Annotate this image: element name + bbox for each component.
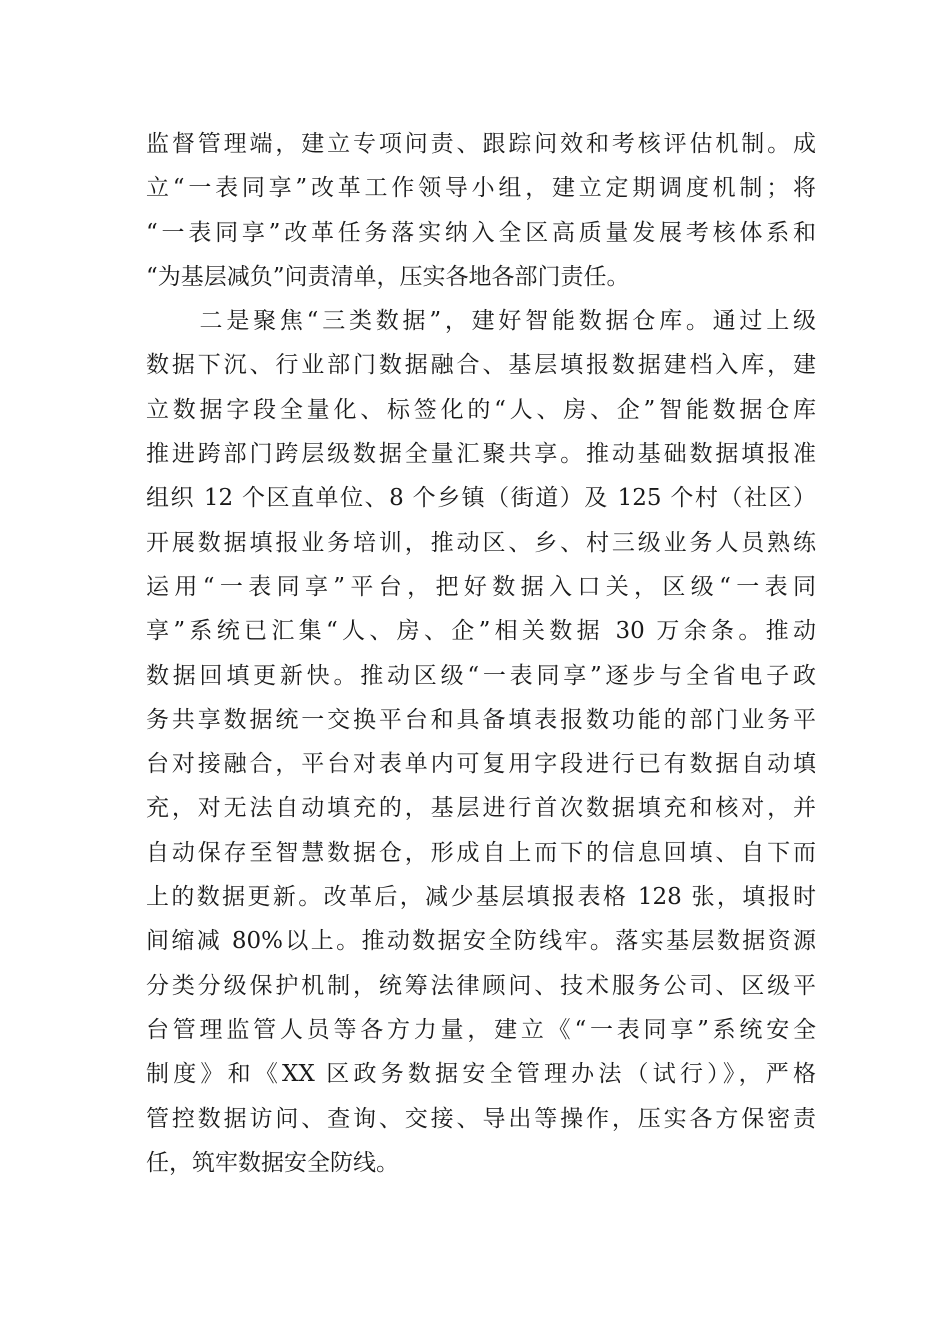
- text-line: 数据回填更新快。推动区级“一表同享”逐步与全省电子政: [146, 662, 816, 689]
- text-line: “一表同享”改革任务落实纳入全区高质量发展考核体系和: [146, 219, 816, 246]
- text-line: 数据下沉、行业部门数据融合、基层填报数据建档入库，建: [146, 352, 816, 379]
- text-line: 上的数据更新。改革后，减少基层填报表格 128 张，填报时: [146, 884, 816, 911]
- text-line: 制度》和《XX 区政务数据安全管理办法（试行）》，严格: [146, 1061, 816, 1088]
- text-line: 开展数据填报业务培训，推动区、乡、村三级业务人员熟练: [146, 529, 816, 556]
- text-line: 立数据字段全量化、标签化的“人、房、企”智能数据仓库: [146, 396, 816, 423]
- text-line: 自动保存至智慧数据仓，形成自上而下的信息回填、自下而: [146, 839, 816, 866]
- text-line: 监督管理端，建立专项问责、跟踪问效和考核评估机制。成: [146, 131, 816, 157]
- text-line: 务共享数据统一交换平台和具备填表报数功能的部门业务平: [146, 706, 816, 733]
- text-line: 间缩减 80%以上。推动数据安全防线牢。落实基层数据资源: [146, 928, 816, 955]
- text-line: 组织 12 个区直单位、8 个乡镇（街道）及 125 个村（社区）: [146, 485, 816, 512]
- text-line: 立“一表同享”改革工作领导小组，建立定期调度机制；将: [146, 175, 816, 202]
- text-line: 充，对无法自动填充的，基层进行首次数据填充和核对，并: [146, 795, 816, 822]
- text-line: 享”系统已汇集“人、房、企”相关数据 30 万余条。推动: [146, 618, 816, 645]
- text-line: 推进跨部门跨层级数据全量汇聚共享。推动基础数据填报准: [146, 441, 816, 468]
- text-line: 台管理监管人员等各方力量，建立《“一表同享”系统安全: [146, 1016, 816, 1043]
- text-line: 二是聚焦“三类数据”，建好智能数据仓库。通过上级: [146, 308, 816, 335]
- text-line: 运用“一表同享”平台，把好数据入口关，区级“一表同: [146, 573, 816, 600]
- text-line: 分类分级保护机制，统筹法律顾问、技术服务公司、区级平: [146, 972, 816, 999]
- text-line: 台对接融合，平台对表单内可复用字段进行已有数据自动填: [146, 751, 816, 778]
- body-text: [146, 122, 816, 1185]
- text-line: “为基层减负”问责清单，压实各地各部门责任。: [146, 263, 630, 290]
- text-line: 管控数据访问、查询、交接、导出等操作，压实各方保密责: [146, 1105, 816, 1132]
- text-line: 任，筑牢数据安全防线。: [146, 1149, 399, 1176]
